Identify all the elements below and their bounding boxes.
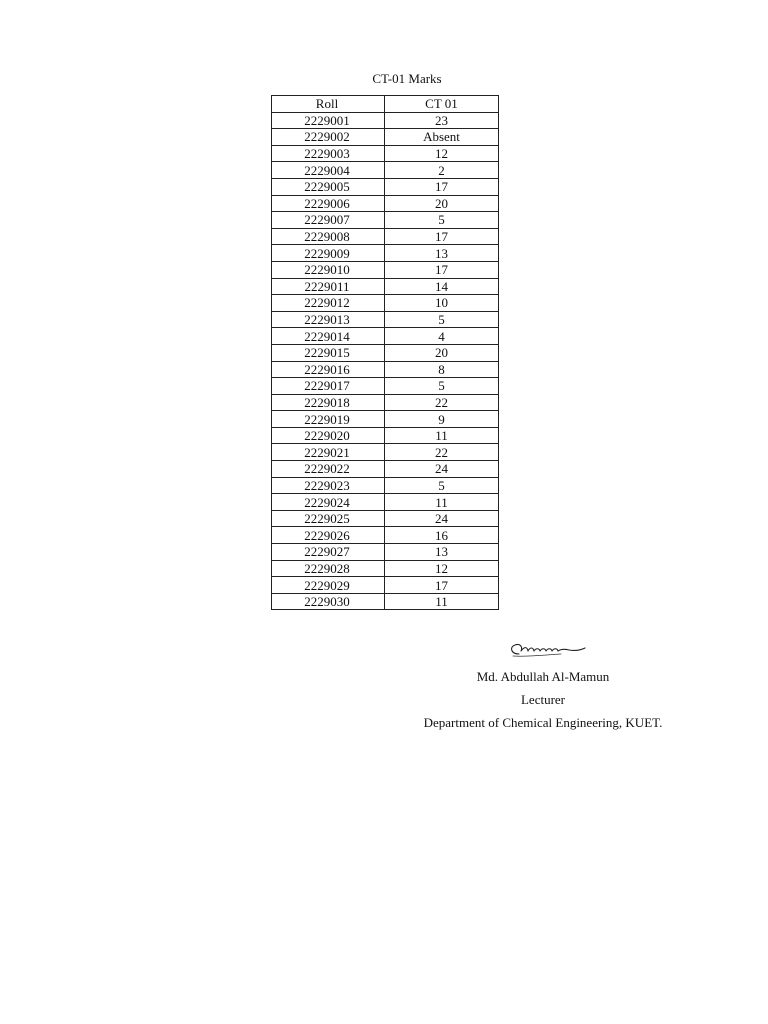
table-row bbox=[272, 544, 499, 561]
roll-cell: 2229015 bbox=[272, 344, 385, 361]
roll-cell: 2229025 bbox=[272, 510, 385, 527]
table-row bbox=[272, 577, 499, 594]
ct01-mark-cell: 5 bbox=[385, 378, 499, 395]
roll-cell: 2229010 bbox=[272, 261, 385, 278]
table-row bbox=[272, 510, 499, 527]
ct01-mark-cell: 24 bbox=[385, 461, 499, 478]
ct01-mark-cell: 23 bbox=[385, 112, 499, 129]
ct01-mark-cell: 20 bbox=[385, 344, 499, 361]
roll-cell: 2229004 bbox=[272, 162, 385, 179]
marks-table-body bbox=[272, 112, 499, 610]
roll-cell: 2229024 bbox=[272, 494, 385, 511]
signatory-name: Md. Abdullah Al-Mamun bbox=[476, 669, 610, 684]
ct01-mark-cell: 17 bbox=[385, 577, 499, 594]
table-row bbox=[272, 593, 499, 610]
ct01-mark-cell: Absent bbox=[385, 129, 499, 146]
table-row bbox=[272, 228, 499, 245]
ct01-mark-cell: 12 bbox=[385, 560, 499, 577]
roll-cell: 2229001 bbox=[272, 112, 385, 129]
table-row bbox=[272, 178, 499, 195]
roll-cell: 2229029 bbox=[272, 577, 385, 594]
table-row bbox=[272, 311, 499, 328]
roll-cell: 2229021 bbox=[272, 444, 385, 461]
roll-cell: 2229007 bbox=[272, 212, 385, 229]
marks-table bbox=[271, 95, 499, 610]
ct01-mark-cell: 2 bbox=[385, 162, 499, 179]
roll-cell: 2229014 bbox=[272, 328, 385, 345]
table-row bbox=[272, 427, 499, 444]
ct01-mark-cell: 13 bbox=[385, 544, 499, 561]
roll-cell: 2229020 bbox=[272, 427, 385, 444]
roll-cell: 2229016 bbox=[272, 361, 385, 378]
column-header-ct01: CT 01 bbox=[385, 96, 499, 113]
roll-cell: 2229009 bbox=[272, 245, 385, 262]
ct01-mark-cell: 22 bbox=[385, 394, 499, 411]
table-row bbox=[272, 195, 499, 212]
table-row bbox=[272, 145, 499, 162]
table-row bbox=[272, 129, 499, 146]
table-row bbox=[272, 411, 499, 428]
roll-cell: 2229012 bbox=[272, 295, 385, 312]
ct01-mark-cell: 14 bbox=[385, 278, 499, 295]
column-header-roll: Roll bbox=[272, 96, 385, 113]
table-row bbox=[272, 245, 499, 262]
table-row bbox=[272, 212, 499, 229]
roll-cell: 2229022 bbox=[272, 461, 385, 478]
signature-icon bbox=[505, 638, 587, 662]
ct01-mark-cell: 11 bbox=[385, 494, 499, 511]
table-row bbox=[272, 560, 499, 577]
roll-cell: 2229003 bbox=[272, 145, 385, 162]
roll-cell: 2229017 bbox=[272, 378, 385, 395]
roll-cell: 2229026 bbox=[272, 527, 385, 544]
table-row bbox=[272, 477, 499, 494]
roll-cell: 2229027 bbox=[272, 544, 385, 561]
table-row bbox=[272, 295, 499, 312]
roll-cell: 2229006 bbox=[272, 195, 385, 212]
table-row bbox=[272, 112, 499, 129]
ct01-mark-cell: 20 bbox=[385, 195, 499, 212]
table-row bbox=[272, 278, 499, 295]
table-row bbox=[272, 378, 499, 395]
roll-cell: 2229013 bbox=[272, 311, 385, 328]
page-title: CT-01 Marks bbox=[372, 71, 442, 86]
roll-cell: 2229018 bbox=[272, 394, 385, 411]
ct01-mark-cell: 10 bbox=[385, 295, 499, 312]
table-row bbox=[272, 261, 499, 278]
table-row bbox=[272, 361, 499, 378]
table-row bbox=[272, 444, 499, 461]
ct01-mark-cell: 11 bbox=[385, 593, 499, 610]
ct01-mark-cell: 11 bbox=[385, 427, 499, 444]
ct01-mark-cell: 9 bbox=[385, 411, 499, 428]
ct01-mark-cell: 5 bbox=[385, 477, 499, 494]
roll-cell: 2229030 bbox=[272, 593, 385, 610]
ct01-mark-cell: 4 bbox=[385, 328, 499, 345]
ct01-mark-cell: 17 bbox=[385, 178, 499, 195]
roll-cell: 2229019 bbox=[272, 411, 385, 428]
ct01-mark-cell: 8 bbox=[385, 361, 499, 378]
ct01-mark-cell: 16 bbox=[385, 527, 499, 544]
ct01-mark-cell: 24 bbox=[385, 510, 499, 527]
ct01-mark-cell: 5 bbox=[385, 212, 499, 229]
roll-cell: 2229023 bbox=[272, 477, 385, 494]
table-row bbox=[272, 344, 499, 361]
roll-cell: 2229028 bbox=[272, 560, 385, 577]
roll-cell: 2229002 bbox=[272, 129, 385, 146]
ct01-mark-cell: 12 bbox=[385, 145, 499, 162]
ct01-mark-cell: 5 bbox=[385, 311, 499, 328]
ct01-mark-cell: 17 bbox=[385, 228, 499, 245]
table-row bbox=[272, 527, 499, 544]
table-header-row bbox=[272, 96, 499, 113]
signatory-role: Lecturer bbox=[520, 692, 566, 707]
table-row bbox=[272, 328, 499, 345]
roll-cell: 2229011 bbox=[272, 278, 385, 295]
ct01-mark-cell: 17 bbox=[385, 261, 499, 278]
roll-cell: 2229005 bbox=[272, 178, 385, 195]
table-row bbox=[272, 461, 499, 478]
ct01-mark-cell: 22 bbox=[385, 444, 499, 461]
roll-cell: 2229008 bbox=[272, 228, 385, 245]
table-row bbox=[272, 494, 499, 511]
table-row bbox=[272, 162, 499, 179]
signatory-department: Department of Chemical Engineering, KUET. bbox=[423, 715, 663, 730]
table-row bbox=[272, 394, 499, 411]
ct01-mark-cell: 13 bbox=[385, 245, 499, 262]
